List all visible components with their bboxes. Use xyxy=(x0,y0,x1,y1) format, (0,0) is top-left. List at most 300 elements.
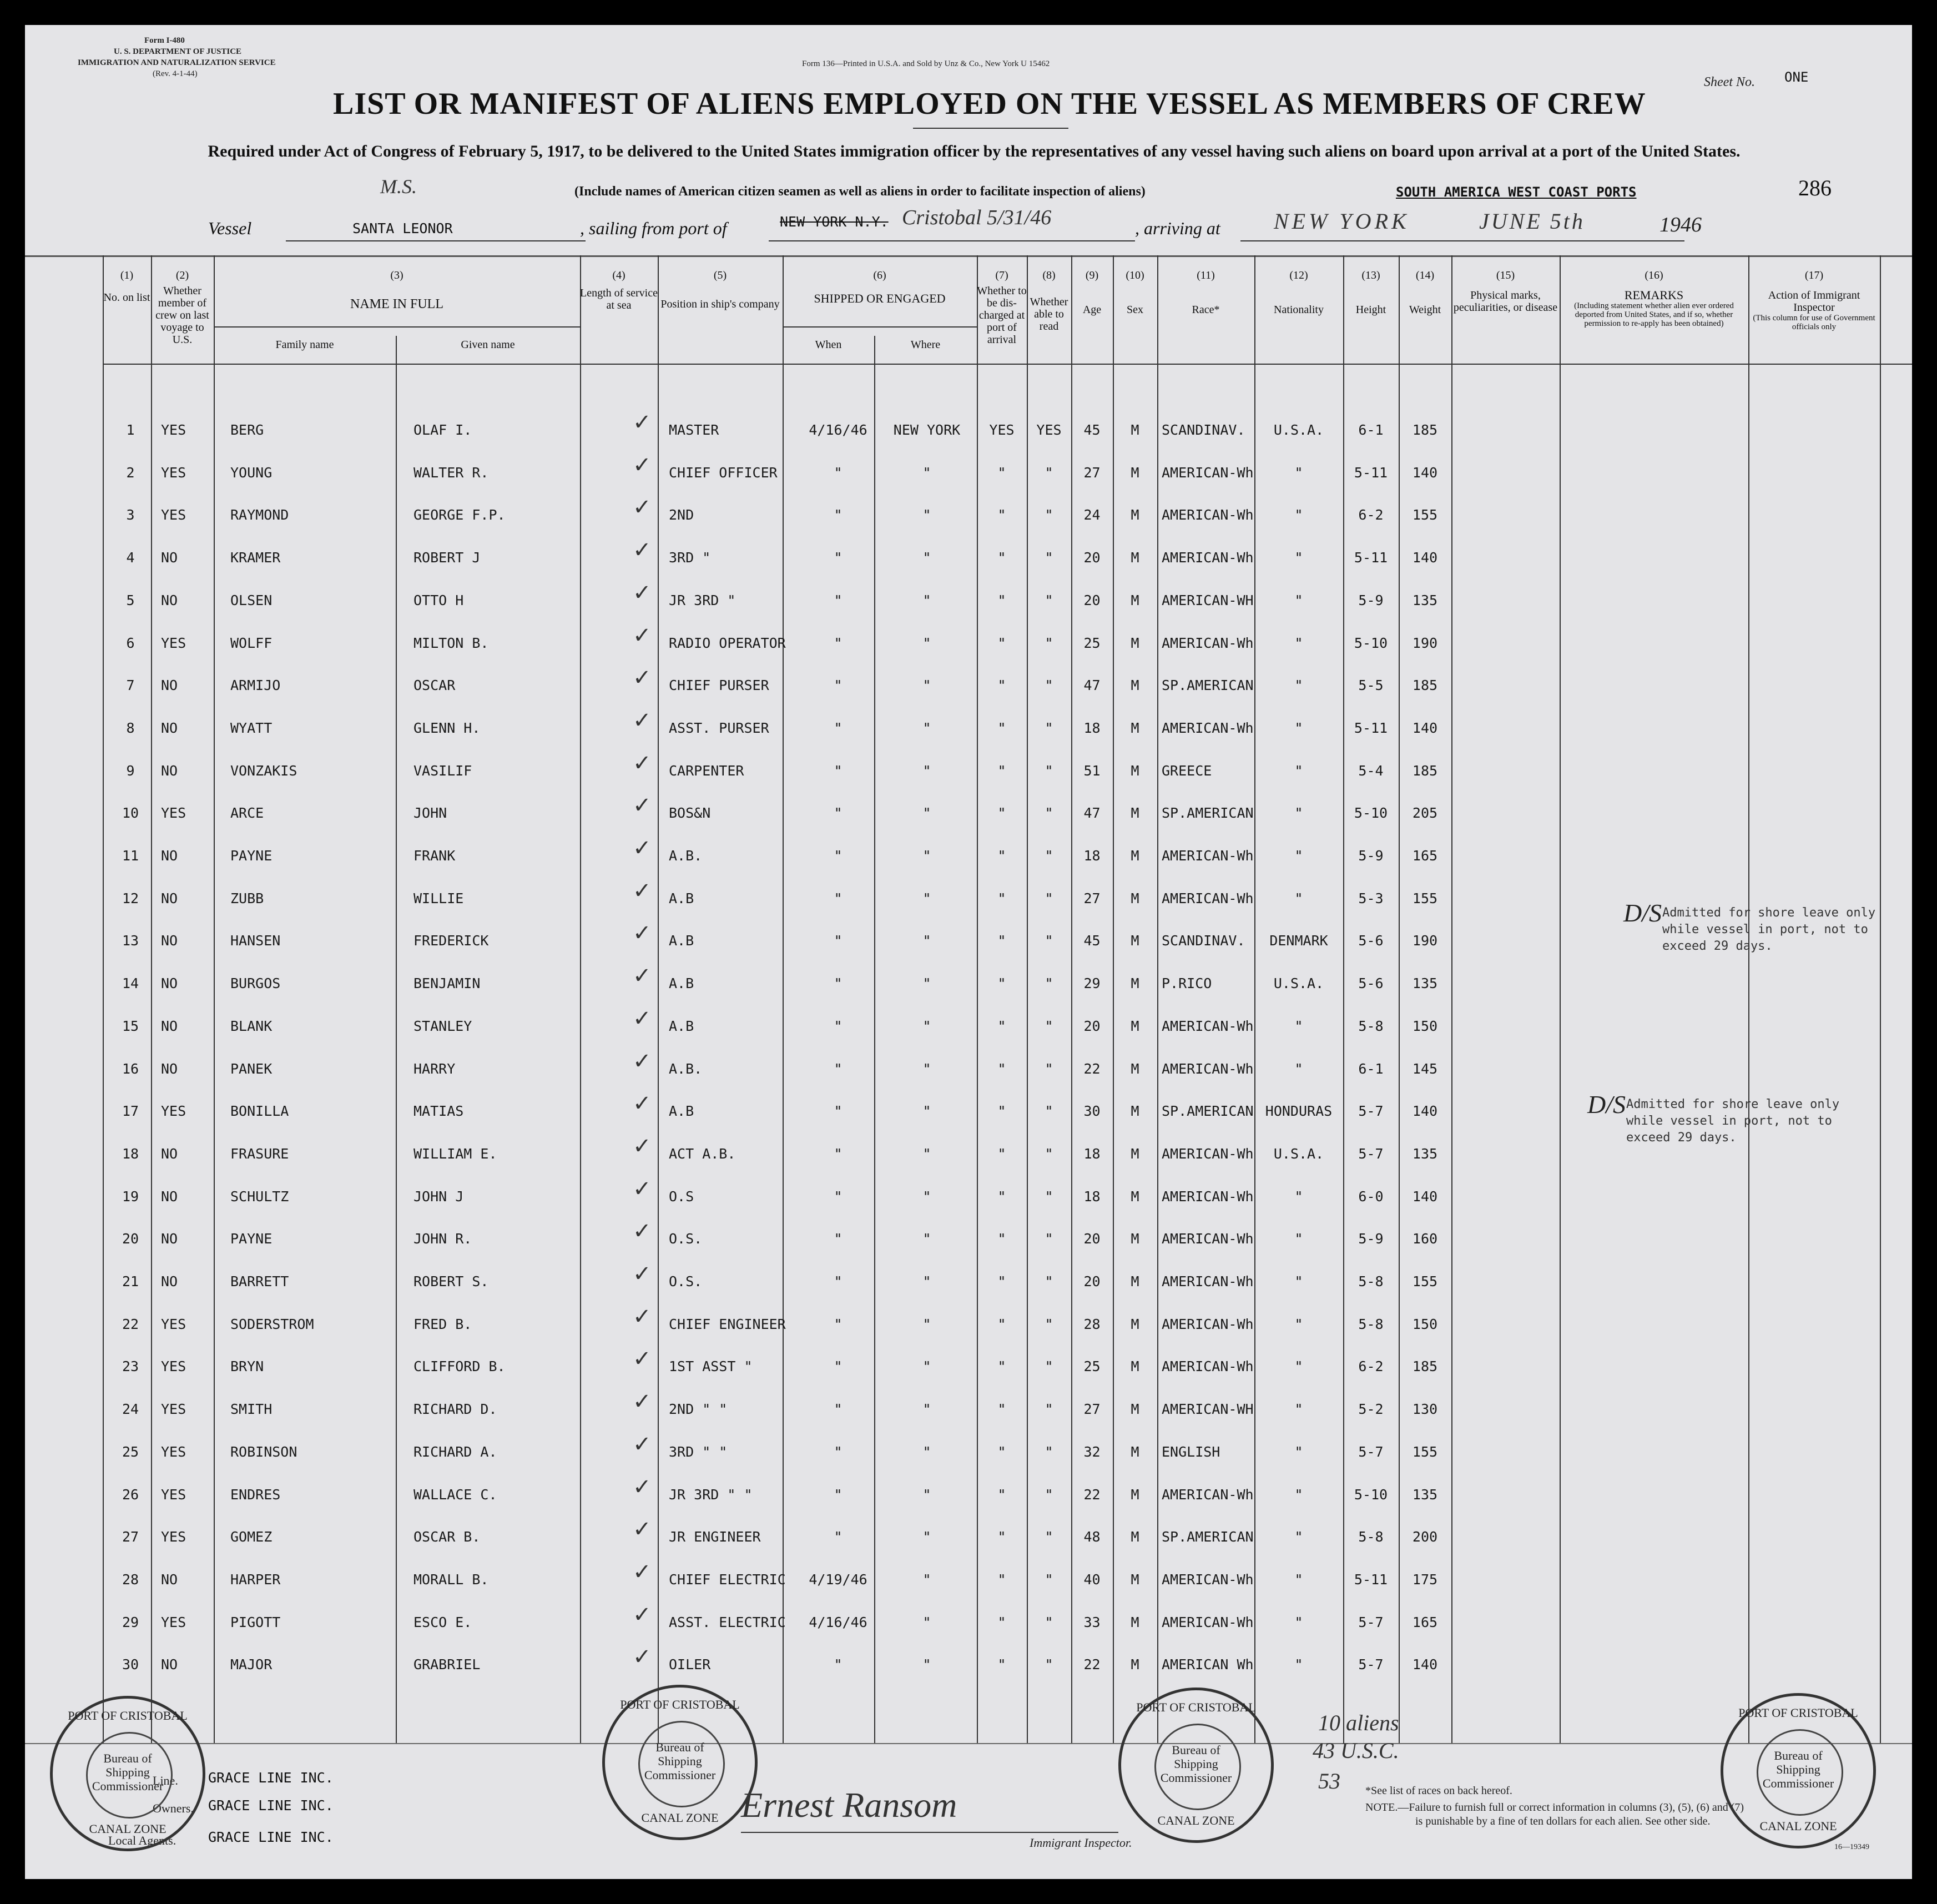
col-1-header: (1) No. on list xyxy=(103,269,150,304)
row-race: AMERICAN-WH xyxy=(1162,1401,1254,1418)
row-able-to-read: " xyxy=(1045,1188,1053,1205)
row-sex: M xyxy=(1131,719,1139,736)
row-position: 3RD " " xyxy=(669,1443,728,1460)
row-height: 5-4 xyxy=(1358,762,1384,779)
row-position: CHIEF PURSER xyxy=(669,677,769,694)
row-given-name: MILTON B. xyxy=(413,634,489,651)
row-able-to-read: " xyxy=(1045,848,1053,864)
row-position: ASST. PURSER xyxy=(669,719,769,736)
row-position: JR 3RD " " xyxy=(669,1486,753,1503)
row-shipped-where: " xyxy=(922,933,931,949)
service-check-mark: ✓ xyxy=(633,1474,652,1500)
row-discharged: " xyxy=(997,805,1006,822)
row-number: 3 xyxy=(126,507,135,523)
row-shipped-when: " xyxy=(834,677,843,694)
where-header: Where xyxy=(910,339,941,351)
row-nationality: " xyxy=(1294,1443,1303,1460)
row-able-to-read: " xyxy=(1045,507,1053,523)
row-weight: 155 xyxy=(1412,890,1438,906)
row-weight: 140 xyxy=(1412,1103,1438,1120)
row-nationality: " xyxy=(1294,677,1303,694)
col-17-header: (17) Action of Immigrant Inspector (This column for use of Government officials only xyxy=(1753,269,1875,331)
row-last-voyage: YES xyxy=(161,634,186,651)
row-position: RADIO OPERATOR xyxy=(669,634,786,651)
row-last-voyage: YES xyxy=(161,1443,186,1460)
owners-value: GRACE LINE INC. xyxy=(208,1797,334,1814)
col-divider xyxy=(396,336,397,1743)
row-number: 27 xyxy=(122,1529,139,1545)
row-sex: M xyxy=(1131,1273,1139,1290)
inspector-signature: Ernest Ransom xyxy=(741,1785,957,1825)
row-age: 28 xyxy=(1083,1316,1101,1332)
row-discharged: " xyxy=(997,848,1006,864)
row-family-name: ROBINSON xyxy=(230,1443,297,1460)
row-shipped-when: " xyxy=(834,1060,843,1077)
row-shipped-where: " xyxy=(922,1443,931,1460)
row-family-name: RAYMOND xyxy=(230,507,289,523)
row-age: 47 xyxy=(1083,805,1101,822)
row-able-to-read: " xyxy=(1045,677,1053,694)
service-check-mark: ✓ xyxy=(633,1346,652,1372)
row-shipped-where: " xyxy=(922,1103,931,1120)
row-shipped-when: " xyxy=(834,975,843,992)
row-position: A.B xyxy=(669,890,694,906)
row-family-name: PAYNE xyxy=(230,1231,273,1247)
row-height: 6-2 xyxy=(1358,507,1384,523)
row-given-name: ROBERT J xyxy=(413,550,481,566)
arriving-date: JUNE 5th xyxy=(1479,209,1585,234)
row-nationality: " xyxy=(1294,1060,1303,1077)
row-able-to-read: " xyxy=(1045,805,1053,822)
remark-note: D/S Admitted for shore leave only while vessel in port, not to exceed 29 days. xyxy=(1623,899,1876,953)
row-shipped-where: " xyxy=(922,975,931,992)
service-check-mark: ✓ xyxy=(633,1133,652,1159)
row-given-name: WALLACE C. xyxy=(413,1486,497,1503)
col-14-header: (14) Weight xyxy=(1409,269,1441,316)
row-age: 18 xyxy=(1083,1188,1101,1205)
row-race: ENGLISH xyxy=(1162,1443,1220,1460)
row-shipped-when: " xyxy=(834,634,843,651)
row-age: 45 xyxy=(1083,933,1101,949)
row-given-name: GEORGE F.P. xyxy=(413,507,506,523)
col-4-header: (4) Length of service at sea xyxy=(580,269,658,311)
row-race: AMERICAN Wh xyxy=(1162,1656,1254,1673)
row-position: A.B xyxy=(669,975,694,992)
row-given-name: RICHARD D. xyxy=(413,1401,497,1418)
row-discharged: " xyxy=(997,1656,1006,1673)
service-check-mark: ✓ xyxy=(633,452,652,478)
row-shipped-when: " xyxy=(834,550,843,566)
row-given-name: GRABRIEL xyxy=(413,1656,481,1673)
row-race: AMERICAN-Wh xyxy=(1162,1188,1254,1205)
row-number: 15 xyxy=(122,1018,139,1034)
row-able-to-read: " xyxy=(1045,1529,1053,1545)
row-discharged: " xyxy=(997,592,1006,608)
row-last-voyage: NO xyxy=(161,592,178,608)
row-sex: M xyxy=(1131,1231,1139,1247)
col-divider xyxy=(783,255,784,1743)
row-shipped-where: " xyxy=(922,592,931,608)
row-weight: 175 xyxy=(1412,1571,1438,1588)
row-nationality: " xyxy=(1294,634,1303,651)
row-discharged: " xyxy=(997,1145,1006,1162)
col-5-header: (5) Position in ship's company xyxy=(660,269,780,310)
col-6-header: (6) SHIPPED OR ENGAGED xyxy=(814,269,946,305)
table-top-rule xyxy=(25,255,1912,257)
row-nationality: " xyxy=(1294,592,1303,608)
row-number: 4 xyxy=(126,550,135,566)
row-shipped-where: " xyxy=(922,1145,931,1162)
row-height: 5-5 xyxy=(1358,677,1384,694)
row-able-to-read: " xyxy=(1045,1358,1053,1375)
row-last-voyage: YES xyxy=(161,1358,186,1375)
row-weight: 150 xyxy=(1412,1316,1438,1332)
row-family-name: YOUNG xyxy=(230,464,273,481)
row-able-to-read: " xyxy=(1045,592,1053,608)
row-weight: 140 xyxy=(1412,1188,1438,1205)
page-number: 286 xyxy=(1798,175,1832,200)
row-able-to-read: " xyxy=(1045,464,1053,481)
row-able-to-read: " xyxy=(1045,1614,1053,1630)
row-shipped-when: " xyxy=(834,1103,843,1120)
row-height: 5-8 xyxy=(1358,1316,1384,1332)
row-age: 27 xyxy=(1083,464,1101,481)
row-nationality: DENMARK xyxy=(1269,933,1328,949)
row-able-to-read: " xyxy=(1045,1571,1053,1588)
row-able-to-read: " xyxy=(1045,933,1053,949)
row-height: 5-7 xyxy=(1358,1614,1384,1630)
row-height: 6-2 xyxy=(1358,1358,1384,1375)
row-family-name: PAYNE xyxy=(230,848,273,864)
row-last-voyage: YES xyxy=(161,1316,186,1332)
row-number: 8 xyxy=(126,719,135,736)
row-last-voyage: YES xyxy=(161,1529,186,1545)
col-10-header: (10) Sex xyxy=(1126,269,1144,316)
title-underline xyxy=(913,128,1068,129)
row-nationality: " xyxy=(1294,550,1303,566)
row-sex: M xyxy=(1131,1316,1139,1332)
row-given-name: FREDERICK xyxy=(413,933,489,949)
row-height: 5-2 xyxy=(1358,1401,1384,1418)
row-height: 5-7 xyxy=(1358,1656,1384,1673)
row-position: CHIEF ELECTRIC xyxy=(669,1571,786,1588)
row-family-name: BERG xyxy=(230,422,264,438)
row-height: 5-9 xyxy=(1358,1231,1384,1247)
row-shipped-when: " xyxy=(834,1358,843,1375)
row-number: 29 xyxy=(122,1614,139,1630)
arriving-year: 1946 xyxy=(1659,213,1702,236)
row-shipped-where: " xyxy=(922,677,931,694)
row-last-voyage: YES xyxy=(161,422,186,438)
col-divider xyxy=(580,255,581,1743)
row-position: 1ST ASST " xyxy=(669,1358,753,1375)
row-age: 45 xyxy=(1083,422,1101,438)
row-position: MASTER xyxy=(669,422,719,438)
row-discharged: " xyxy=(997,1443,1006,1460)
row-last-voyage: NO xyxy=(161,1060,178,1077)
row-nationality: " xyxy=(1294,1401,1303,1418)
col-13-header: (13) Height xyxy=(1355,269,1386,316)
row-height: 5-11 xyxy=(1354,550,1388,566)
row-discharged: " xyxy=(997,464,1006,481)
row-given-name: OLAF I. xyxy=(413,422,472,438)
col-9-header: (9) Age xyxy=(1082,269,1102,316)
row-shipped-where: " xyxy=(922,464,931,481)
row-weight: 185 xyxy=(1412,762,1438,779)
row-nationality: " xyxy=(1294,719,1303,736)
row-race: AMERICAN-Wh xyxy=(1162,1231,1254,1247)
row-height: 6-1 xyxy=(1358,1060,1384,1077)
row-race: AMERICAN-Wh xyxy=(1162,1316,1254,1332)
row-family-name: SCHULTZ xyxy=(230,1188,289,1205)
row-last-voyage: YES xyxy=(161,1614,186,1630)
row-family-name: FRASURE xyxy=(230,1145,289,1162)
row-family-name: PIGOTT xyxy=(230,1614,281,1630)
col-divider xyxy=(103,255,104,1743)
service-check-mark: ✓ xyxy=(633,878,652,904)
service-check-mark: ✓ xyxy=(633,1517,652,1543)
row-shipped-where: " xyxy=(922,1614,931,1630)
header-bottom-rule xyxy=(103,364,1912,365)
service: IMMIGRATION AND NATURALIZATION SERVICE xyxy=(78,58,276,67)
row-height: 5-11 xyxy=(1354,464,1388,481)
row-shipped-where: " xyxy=(922,1231,931,1247)
inspector-label: Immigrant Inspector. xyxy=(1030,1836,1132,1850)
row-age: 51 xyxy=(1083,762,1101,779)
owners-label: Owners. xyxy=(153,1801,194,1815)
row-family-name: SMITH xyxy=(230,1401,273,1418)
sailing-handwritten: Cristobal 5/31/46 xyxy=(902,206,1052,229)
row-weight: 185 xyxy=(1412,422,1438,438)
row-height: 5-9 xyxy=(1358,592,1384,608)
row-weight: 140 xyxy=(1412,464,1438,481)
row-able-to-read: " xyxy=(1045,1018,1053,1034)
row-race: AMERICAN-WH xyxy=(1162,592,1254,608)
row-last-voyage: NO xyxy=(161,1231,178,1247)
row-height: 5-6 xyxy=(1358,975,1384,992)
row-nationality: U.S.A. xyxy=(1273,975,1324,992)
row-discharged: " xyxy=(997,1018,1006,1034)
row-family-name: WYATT xyxy=(230,719,273,736)
row-shipped-when: " xyxy=(834,848,843,864)
row-able-to-read: " xyxy=(1045,1486,1053,1503)
row-position: A.B xyxy=(669,1103,694,1120)
row-discharged: " xyxy=(997,1401,1006,1418)
row-able-to-read: " xyxy=(1045,1273,1053,1290)
row-last-voyage: NO xyxy=(161,975,178,992)
when-header: When xyxy=(815,339,842,351)
col-divider xyxy=(1880,255,1881,1743)
row-weight: 185 xyxy=(1412,1358,1438,1375)
service-check-mark: ✓ xyxy=(633,537,652,563)
row-position: O.S xyxy=(669,1188,694,1205)
row-nationality: " xyxy=(1294,1231,1303,1247)
row-number: 20 xyxy=(122,1231,139,1247)
service-check-mark: ✓ xyxy=(633,750,652,776)
row-last-voyage: NO xyxy=(161,933,178,949)
shipped-header-rule xyxy=(783,326,977,328)
row-number: 12 xyxy=(122,890,139,906)
row-shipped-when: " xyxy=(834,762,843,779)
row-discharged: " xyxy=(997,1614,1006,1630)
row-race: AMERICAN-Wh xyxy=(1162,1145,1254,1162)
service-check-mark: ✓ xyxy=(633,1601,652,1628)
row-family-name: SODERSTROM xyxy=(230,1316,314,1332)
row-age: 20 xyxy=(1083,1231,1101,1247)
row-shipped-when: 4/16/46 xyxy=(809,1614,867,1630)
row-shipped-when: " xyxy=(834,1145,843,1162)
row-family-name: OLSEN xyxy=(230,592,273,608)
sailing-port: NEW YORK N.Y. xyxy=(780,214,889,230)
row-shipped-where: " xyxy=(922,550,931,566)
row-race: SP.AMERICAN xyxy=(1162,805,1254,822)
row-nationality: " xyxy=(1294,1486,1303,1503)
row-nationality: " xyxy=(1294,762,1303,779)
row-race: AMERICAN-Wh xyxy=(1162,1018,1254,1034)
row-number: 18 xyxy=(122,1145,139,1162)
col-divider xyxy=(1560,255,1561,1743)
page-title: LIST OR MANIFEST OF ALIENS EMPLOYED ON THE VESSEL AS MEMBERS OF CREW xyxy=(333,87,1646,121)
row-discharged: " xyxy=(997,677,1006,694)
row-sex: M xyxy=(1131,762,1139,779)
row-weight: 140 xyxy=(1412,1656,1438,1673)
footer-note-fine-2: is punishable by a fine of ten dollars for each alien. See other side. xyxy=(1415,1815,1711,1827)
row-height: 5-8 xyxy=(1358,1273,1384,1290)
service-check-mark: ✓ xyxy=(633,622,652,648)
row-race: AMERICAN-Wh xyxy=(1162,1060,1254,1077)
sailing-label: , sailing from port of xyxy=(580,218,727,238)
row-race: AMERICAN-Wh xyxy=(1162,719,1254,736)
row-number: 2 xyxy=(126,464,135,481)
vessel-label: Vessel xyxy=(208,218,252,238)
service-check-mark: ✓ xyxy=(633,1389,652,1415)
row-shipped-when: " xyxy=(834,805,843,822)
row-nationality: " xyxy=(1294,805,1303,822)
row-nationality: " xyxy=(1294,1188,1303,1205)
row-number: 19 xyxy=(122,1188,139,1205)
row-age: 25 xyxy=(1083,634,1101,651)
row-height: 5-10 xyxy=(1354,805,1388,822)
row-position: JR 3RD " xyxy=(669,592,736,608)
row-shipped-where: " xyxy=(922,1273,931,1290)
row-number: 16 xyxy=(122,1060,139,1077)
row-sex: M xyxy=(1131,1358,1139,1375)
row-given-name: VASILIF xyxy=(413,762,472,779)
row-given-name: ROBERT S. xyxy=(413,1273,489,1290)
row-shipped-where: " xyxy=(922,890,931,906)
row-age: 30 xyxy=(1083,1103,1101,1120)
row-shipped-where: " xyxy=(922,1316,931,1332)
arriving-label: , arriving at xyxy=(1135,218,1220,238)
row-position: OILER xyxy=(669,1656,711,1673)
row-able-to-read: " xyxy=(1045,975,1053,992)
row-age: 18 xyxy=(1083,719,1101,736)
row-race: AMERICAN-Wh xyxy=(1162,890,1254,906)
line-value: GRACE LINE INC. xyxy=(208,1770,334,1786)
row-family-name: KRAMER xyxy=(230,550,281,566)
row-shipped-when: 4/19/46 xyxy=(809,1571,867,1588)
row-nationality: " xyxy=(1294,1571,1303,1588)
row-last-voyage: NO xyxy=(161,1656,178,1673)
remark-mark: D/S xyxy=(1587,1090,1626,1119)
service-check-mark: ✓ xyxy=(633,963,652,989)
row-sex: M xyxy=(1131,1188,1139,1205)
row-last-voyage: YES xyxy=(161,1401,186,1418)
row-family-name: BRYN xyxy=(230,1358,264,1375)
row-race: SP.AMERICAN xyxy=(1162,677,1254,694)
service-check-mark: ✓ xyxy=(633,793,652,819)
row-position: A.B. xyxy=(669,848,703,864)
row-position: CHIEF ENGINEER xyxy=(669,1316,786,1332)
row-sex: M xyxy=(1131,422,1139,438)
row-last-voyage: NO xyxy=(161,1188,178,1205)
row-race: SCANDINAV. xyxy=(1162,422,1245,438)
row-sex: M xyxy=(1131,1018,1139,1034)
row-nationality: U.S.A. xyxy=(1273,1145,1324,1162)
row-sex: M xyxy=(1131,464,1139,481)
row-last-voyage: YES xyxy=(161,805,186,822)
ms-prefix: M.S. xyxy=(380,175,417,198)
row-nationality: " xyxy=(1294,1529,1303,1545)
row-number: 22 xyxy=(122,1316,139,1332)
row-age: 20 xyxy=(1083,1273,1101,1290)
row-age: 48 xyxy=(1083,1529,1101,1545)
row-able-to-read: " xyxy=(1045,1145,1053,1162)
arriving-port: NEW YORK xyxy=(1274,209,1410,234)
row-weight: 135 xyxy=(1412,1486,1438,1503)
row-given-name: ESCO E. xyxy=(413,1614,472,1630)
row-given-name: WILLIAM E. xyxy=(413,1145,497,1162)
row-sex: M xyxy=(1131,1614,1139,1630)
service-check-mark: ✓ xyxy=(633,665,652,691)
row-sex: M xyxy=(1131,1656,1139,1673)
row-able-to-read: " xyxy=(1045,1401,1053,1418)
row-shipped-where: " xyxy=(922,762,931,779)
row-discharged: " xyxy=(997,1571,1006,1588)
row-shipped-when: " xyxy=(834,1316,843,1332)
row-shipped-when: " xyxy=(834,1443,843,1460)
row-shipped-when: " xyxy=(834,1656,843,1673)
row-height: 6-1 xyxy=(1358,422,1384,438)
row-discharged: " xyxy=(997,1188,1006,1205)
row-age: 18 xyxy=(1083,1145,1101,1162)
row-shipped-where: " xyxy=(922,1358,931,1375)
row-last-voyage: NO xyxy=(161,1273,178,1290)
row-weight: 145 xyxy=(1412,1060,1438,1077)
row-given-name: JOHN xyxy=(413,805,447,822)
table-bottom-rule xyxy=(25,1743,1912,1744)
remark-note: D/S Admitted for shore leave only while vessel in port, not to exceed 29 days. xyxy=(1587,1090,1840,1145)
row-number: 7 xyxy=(126,677,135,694)
row-discharged: " xyxy=(997,762,1006,779)
row-sex: M xyxy=(1131,933,1139,949)
col-8-header: (8) Whether able to read xyxy=(1030,269,1068,333)
row-family-name: HARPER xyxy=(230,1571,281,1588)
row-nationality: " xyxy=(1294,1273,1303,1290)
row-number: 6 xyxy=(126,634,135,651)
tally-us: 43 U.S.C. xyxy=(1313,1738,1399,1763)
row-shipped-when: " xyxy=(834,1486,843,1503)
row-shipped-when: " xyxy=(834,933,843,949)
row-age: 29 xyxy=(1083,975,1101,992)
tally-aliens: 10 aliens xyxy=(1318,1710,1399,1735)
service-check-mark: ✓ xyxy=(633,1048,652,1074)
row-weight: 155 xyxy=(1412,507,1438,523)
row-number: 28 xyxy=(122,1571,139,1588)
row-height: 5-3 xyxy=(1358,890,1384,906)
sheet-number: ONE xyxy=(1784,69,1809,85)
row-shipped-when: " xyxy=(834,464,843,481)
